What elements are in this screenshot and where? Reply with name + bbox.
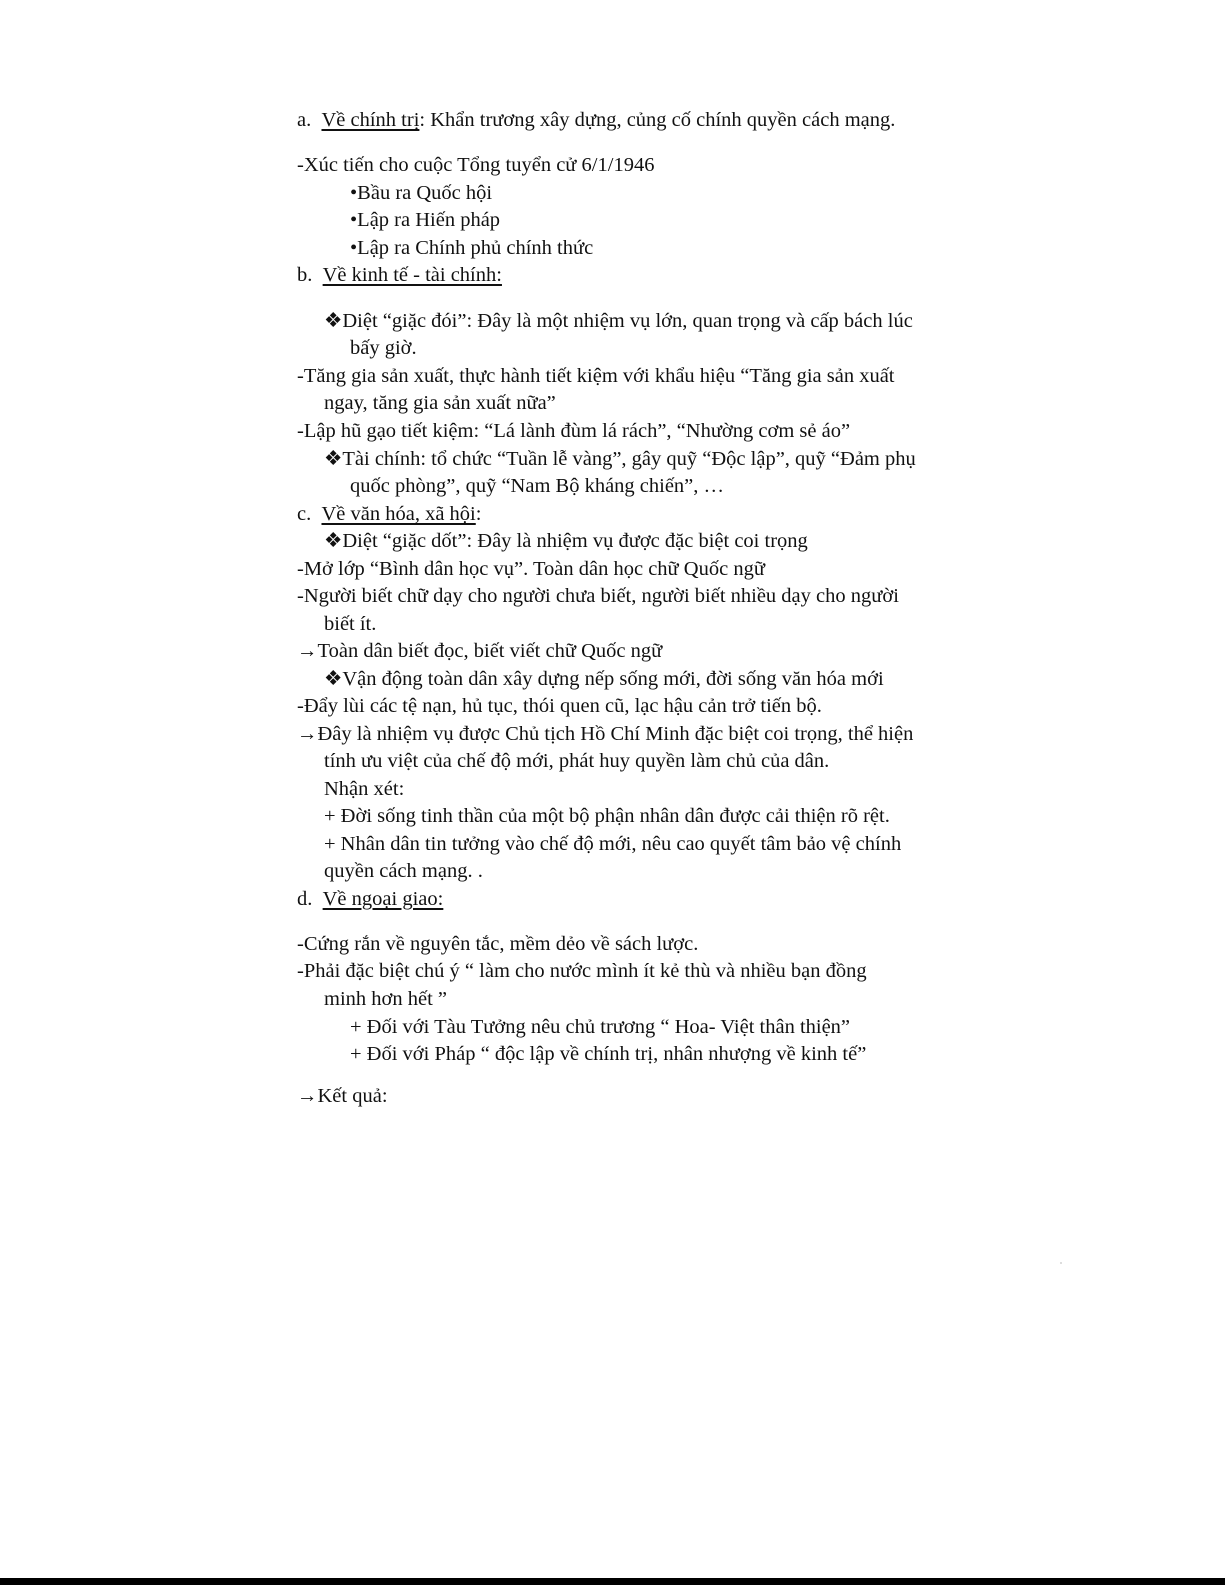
section-a-bullet: •Bầu ra Quốc hội — [350, 182, 493, 204]
section-b-line: ❖Diệt “giặc đói”: Đây là một nhiệm vụ lớn, quan trọng và cấp bách lúc — [324, 310, 913, 332]
scan-speck — [1060, 1262, 1062, 1264]
section-a-bullet: •Lập ra Chính phủ chính thức — [350, 237, 594, 259]
section-d-line: -Phải đặc biệt chú ý “ làm cho nước mình ít kẻ thù và nhiều bạn đồng — [297, 960, 867, 982]
section-c-line: →Toàn dân biết đọc, biết viết chữ Quốc ngữ — [297, 640, 663, 662]
section-b-line: quốc phòng”, quỹ “Nam Bộ kháng chiến”, … — [350, 475, 725, 497]
section-b-heading: Về kinh tế - tài chính: — [322, 264, 502, 286]
section-c-comment: quyền cách mạng. . — [324, 860, 483, 882]
section-b-line: -Tăng gia sản xuất, thực hành tiết kiệm với khẩu hiệu “Tăng gia sản xuất — [297, 365, 895, 387]
section-d-marker: d. — [297, 888, 313, 910]
section-c-heading: Về văn hóa, xã hội — [321, 503, 476, 525]
section-c-line: ❖Diệt “giặc dốt”: Đây là nhiệm vụ được đặc biệt coi trọng — [324, 530, 808, 552]
section-a-heading-line — [297, 107, 895, 133]
section-d-heading: Về ngoại giao: — [322, 888, 444, 910]
section-c-line: tính ưu việt của chế độ mới, phát huy quyền làm chủ của dân. — [324, 750, 830, 772]
section-b-line: ngay, tăng gia sản xuất nữa” — [324, 392, 556, 414]
section-d-line: -Cứng rắn về nguyên tắc, mềm dẻo về sách lược. — [297, 933, 699, 955]
section-c-line: -Đẩy lùi các tệ nạn, hủ tục, thói quen cũ, lạc hậu cản trở tiến bộ. — [297, 695, 822, 717]
section-a-line: -Xúc tiến cho cuộc Tổng tuyển cử 6/1/1946 — [297, 154, 655, 176]
section-b-heading-line — [297, 262, 502, 288]
section-c-comment: + Nhân dân tin tưởng vào chế độ mới, nêu cao quyết tâm bảo vệ chính — [324, 833, 902, 855]
section-c-line: -Mở lớp “Bình dân học vụ”. Toàn dân học chữ Quốc ngữ — [297, 558, 765, 580]
section-c-comment-label: Nhận xét: — [324, 778, 405, 800]
bottom-edge-bar — [0, 1578, 1225, 1585]
section-c-line: biết ít. — [324, 613, 377, 635]
section-b-line: -Lập hũ gạo tiết kiệm: “Lá lành đùm lá rách”, “Nhường cơm sẻ áo” — [297, 420, 851, 442]
section-c-line: -Người biết chữ dạy cho người chưa biết, người biết nhiều dạy cho người — [297, 585, 899, 607]
section-d-result: →Kết quả: — [297, 1085, 388, 1107]
section-a-marker: a. — [297, 109, 312, 131]
section-d-subitem: + Đối với Pháp “ độc lập về chính trị, nhân nhượng về kinh tế” — [350, 1043, 867, 1065]
section-c-heading-line — [297, 501, 481, 527]
section-a-heading-rest: : Khẩn trương xây dựng, củng cố chính quyền cách mạng. — [419, 109, 896, 131]
section-a-bullet: •Lập ra Hiến pháp — [350, 209, 501, 231]
section-b-line: bấy giờ. — [350, 337, 417, 359]
section-d-heading-line — [297, 886, 443, 912]
section-b-marker: b. — [297, 264, 313, 286]
section-d-line: minh hơn hết ” — [324, 988, 447, 1010]
section-c-marker: c. — [297, 503, 312, 525]
section-b-line: ❖Tài chính: tổ chức “Tuần lễ vàng”, gây quỹ “Độc lập”, quỹ “Đảm phụ — [324, 448, 916, 470]
section-c-line: ❖Vận động toàn dân xây dựng nếp sống mới, đời sống văn hóa mới — [324, 668, 884, 690]
section-a-heading: Về chính trị — [321, 109, 420, 131]
section-c-line: →Đây là nhiệm vụ được Chủ tịch Hồ Chí Minh đặc biệt coi trọng, thể hiện — [297, 723, 914, 745]
section-d-subitem: + Đối với Tàu Tưởng nêu chủ trương “ Hoa- Việt thân thiện” — [350, 1016, 851, 1038]
section-c-heading-rest: : — [475, 503, 482, 525]
section-c-comment: + Đời sống tinh thần của một bộ phận nhân dân được cải thiện rõ rệt. — [324, 805, 890, 827]
